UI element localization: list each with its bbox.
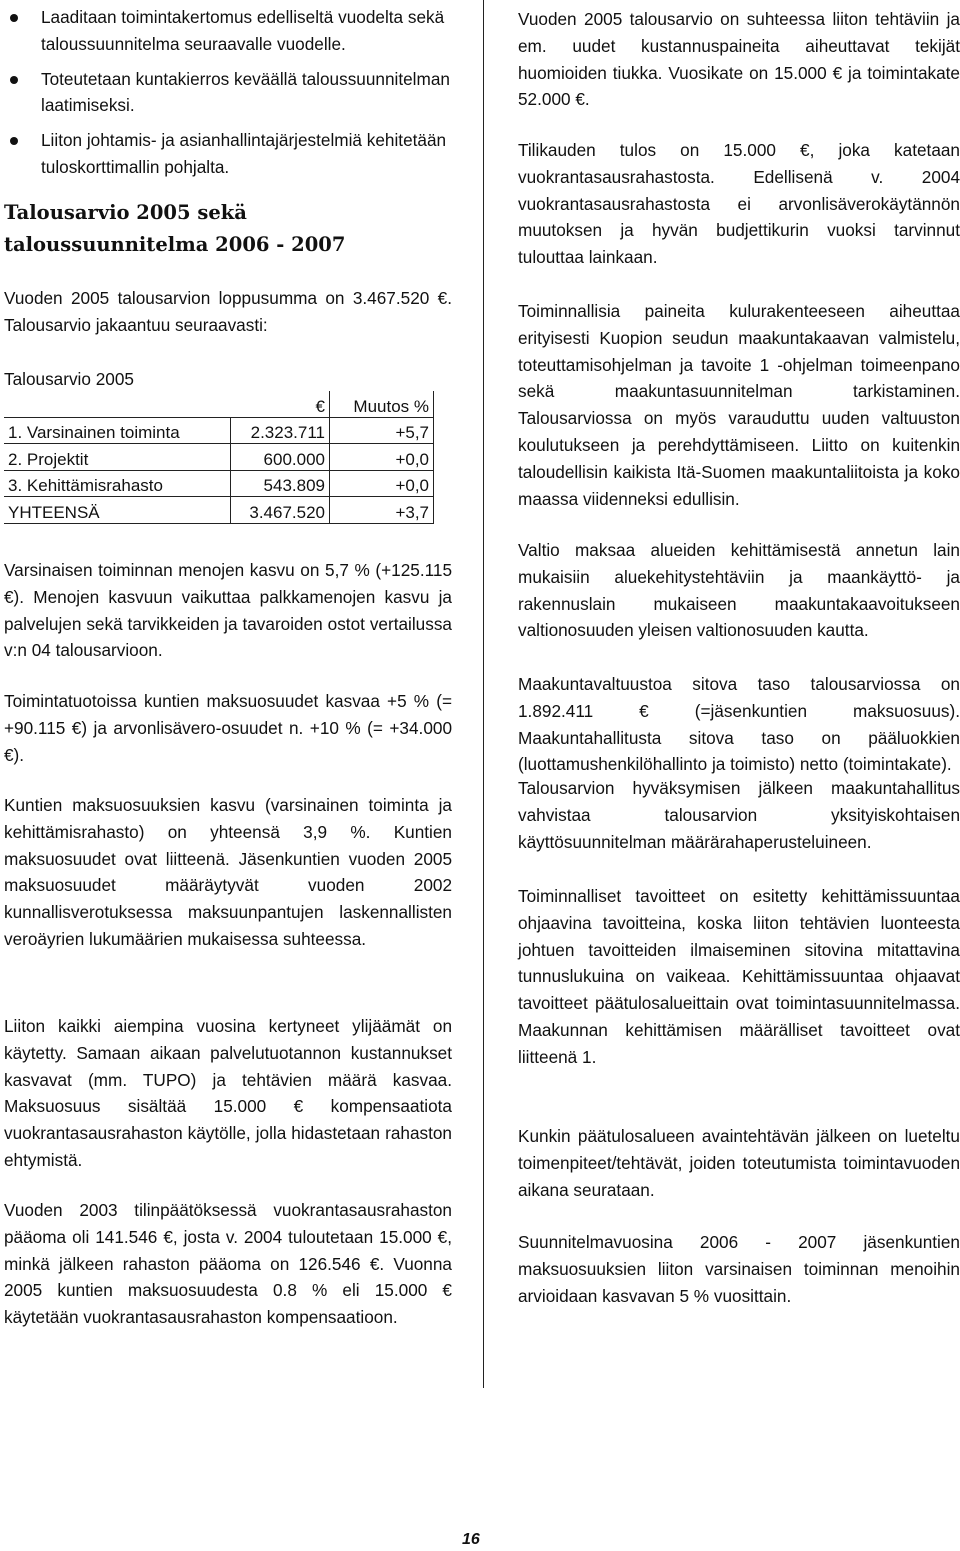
table-row xyxy=(4,470,434,497)
row-name: 3. Kehittämisrahasto xyxy=(4,470,231,497)
row-amount: 543.809 xyxy=(231,470,330,497)
paragraph: Toiminnalliset tavoitteet on esitetty kehittämissuuntaa ohjaavina tavoitteina, koska liiton tehtävien luonteesta johtuen tavoitteiden ilmaiseminen sitovina mitattavina tunnuslukuina on vaikeaa. Kehittämissuuntaa ohjaavat tavoitteet päätulosalueittain ovat toimintasuunnitelmassa. Maakunnan kehittämisen määrälliset tavoitteet ovat liitteenä 1. xyxy=(518,886,960,1067)
table-row xyxy=(4,444,434,471)
table-caption: Talousarvio 2005 xyxy=(4,369,134,389)
paragraph: Toiminnallisia paineita kulurakenteeseen aiheuttaa erityisesti Kuopion seudun maakuntakaavan valmistelu, toteuttamisohjelman ja tavoite 1 -ohjelman toimeenpano sekä maakuntasuunnitelman tarkistaminen. Talousarviossa on myös varauduttu uuden valtuuston koulutukseen ja perehdyttämiseen. Liitto on kuitenkin taloudellisin kaikista Itä-Suomen maakuntaliitoista ja koko maassa viidenneksi edullisin. xyxy=(518,301,960,509)
bullet-icon xyxy=(10,76,18,84)
paragraph: Vuoden 2003 tilinpäätöksessä vuokrantasausrahaston pääoma oli 141.546 €, josta v. 2004 tuloutetaan 15.000 €, minkä jälkeen rahaston pääoma on 126.546 €. Vuonna 2005 kuntien maksuosuudesta 0.8 % eli 15.000 € käytetään vuokrantasausrahaston kompensaatioon. xyxy=(4,1200,452,1328)
paragraph: Varsinaisen toiminnan menojen kasvu on 5,7 % (+125.115 €). Menojen kasvuun vaikuttaa palkkamenojen kasvu ja palvelujen sekä tarvikkeiden ja tavaroiden ostot vertailussa v:n 04 talousarvioon. xyxy=(4,560,452,661)
page-number: 16 xyxy=(462,1531,480,1548)
paragraph: Kuntien maksuosuuksien kasvu (varsinainen toiminta ja kehittämisrahasto) on yhteensä 3,9 %. Kuntien maksuosuudet ovat liitteenä. Jäsenkuntien vuoden 2005 maksuosuudet määräytyvät vuoden 2002 kunnallisverotuksessa maksuunpantujen laskennallisten veroäyrien lukumäärien mukaisessa suhteessa. xyxy=(4,795,452,949)
paragraph: Suunnitelmavuosina 2006 - 2007 jäsenkuntien maksuosuuksien liiton varsinaisen toiminnan menoihin arvioidaan kasvavan 5 % vuosittain. xyxy=(518,1232,960,1306)
bullet-text: Laaditaan toimintakertomus edelliseltä vuodelta sekä taloussuunnitelma seuraavalle vuodelle. xyxy=(41,7,445,54)
row-name: 2. Projektit xyxy=(4,444,231,471)
header-name-cell xyxy=(4,391,231,417)
bullet-list xyxy=(0,4,452,189)
bullet-text: Toteutetaan kuntakierros keväällä taloussuunnitelman laatimiseksi. xyxy=(41,68,450,116)
row-change: +5,7 xyxy=(330,417,434,444)
list-item xyxy=(0,127,452,181)
budget-table xyxy=(4,391,434,524)
column-divider xyxy=(483,0,484,1388)
paragraph: Vuoden 2005 talousarvio on suhteessa liiton tehtäviin ja em. uudet kustannuspaineita aiheuttavat tekijät huomioiden tiukka. Vuosikate on 15.000 € ja toimintakate 52.000 €. xyxy=(518,9,960,110)
section-heading: Talousarvio 2005 sekä taloussuunnitelma 2006 - 2007 xyxy=(4,201,346,256)
row-name: YHTEENSÄ xyxy=(4,497,231,524)
list-item xyxy=(0,66,452,120)
bullet-icon xyxy=(10,137,18,145)
row-name: 1. Varsinainen toiminta xyxy=(4,417,231,444)
paragraph: Liiton kaikki aiempina vuosina kertyneet ylijäämät on käytetty. Samaan aikaan palvelutuotannon kustannukset kasvavat (mm. TUPO) ja tehtävien määrä kasvaa. Maksuosuus sisältää 15.000 € kompensaatiota vuokrantasausrahaston käytölle, jolla hidastetaan rahaston ehtymistä. xyxy=(4,1016,452,1170)
row-change: +3,7 xyxy=(330,497,434,524)
bullet-icon xyxy=(10,14,18,22)
row-change: +0,0 xyxy=(330,470,434,497)
header-currency: € xyxy=(231,391,330,417)
paragraph: Tilikauden tulos on 15.000 €, joka katetaan vuokrantasausrahastosta. Edellisenä v. 2004 vuokrantasausrahastosta ei arvonlisäverokäytännön muutoksen ja hyvän budjettikurin vuoksi tarvinnut tulouttaa lainkaan. xyxy=(518,140,960,268)
paragraph: Maakuntavaltuustoa sitova taso talousarviossa on 1.892.411 € (=jäsenkuntien maksuosuus). Maakuntahallitusta sitova taso on pääluokkien (luottamushenkilöhallinto ja toimisto) netto (toimintakate). xyxy=(518,674,960,775)
list-item xyxy=(0,4,452,58)
paragraph: Kunkin päätulosalueen avaintehtävän jälkeen on lueteltu toimenpiteet/tehtävät, joiden toteutumista toimintavuoden aikana seurataan. xyxy=(518,1126,960,1200)
bullet-text: Liiton johtamis- ja asianhallintajärjestelmiä kehitetään tuloskorttimallin pohjalta. xyxy=(41,130,447,177)
paragraph: Toimintatuotoissa kuntien maksuosuudet kasvaa +5 % (= +90.115 €) ja arvonlisävero-osuudet n. +10 % (= +34.000 €). xyxy=(4,691,452,765)
row-change: +0,0 xyxy=(330,444,434,471)
table-header-row xyxy=(4,391,434,417)
row-amount: 2.323.711 xyxy=(231,417,330,444)
paragraph: Talousarvion hyväksymisen jälkeen maakuntahallitus vahvistaa talousarvion yksityiskohtaisen käyttösuunnitelman määrärahaperusteluineen. xyxy=(518,778,960,852)
paragraph: Vuoden 2005 talousarvion loppusumma on 3.467.520 €. Talousarvio jakaantuu seuraavasti: xyxy=(4,288,452,335)
paragraph: Valtio maksaa alueiden kehittämisestä annetun lain mukaisiin aluekehitystehtäviin ja maankäyttö- ja rakennuslain mukaiseen maakuntakaavoitukseen valtionosuuden yleisen valtionosuuden kautta. xyxy=(518,540,960,641)
row-amount: 600.000 xyxy=(231,444,330,471)
table-row xyxy=(4,497,434,524)
table-row xyxy=(4,417,434,444)
header-change: Muutos % xyxy=(330,391,434,417)
row-amount: 3.467.520 xyxy=(231,497,330,524)
